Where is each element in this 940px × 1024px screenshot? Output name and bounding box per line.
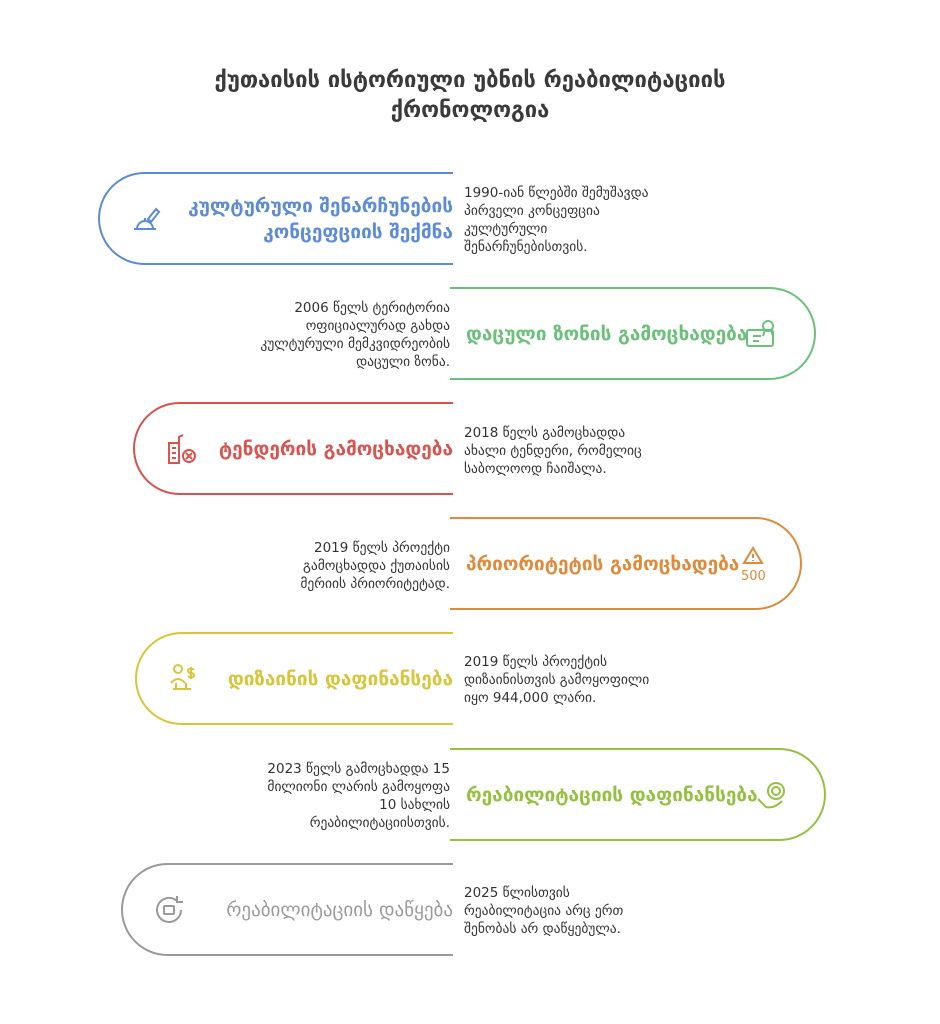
warning-500-icon	[733, 544, 773, 584]
person-money-icon	[163, 659, 203, 699]
step-description: 2018 წელს გამოცხადდა ახალი ტენდერი, რომელიც საბოლოოდ ჩაიშალა.	[464, 425, 642, 477]
step-description: 1990-იან წლებში შემუშავდა პირველი კონცეფცია კულტურული შენარჩუნებისთვის.	[464, 185, 649, 255]
step-label: რეაბილიტაციის დაწყება	[226, 898, 453, 921]
step-description: 2019 წელს პროექტი გამოცხადდა ქუთაისის მერიის პრიორიტეტად.	[300, 540, 450, 592]
step-label: დიზაინის დაფინანსება	[227, 667, 453, 690]
title-line-1: ქუთაისის ისტორიული უბნის რეაბილიტაციის	[214, 68, 726, 93]
restart-icon	[149, 890, 189, 930]
hand-coin-icon	[752, 775, 792, 815]
certificate-icon	[741, 314, 781, 354]
pencil-hardhat-icon	[126, 199, 166, 239]
step-priority	[450, 517, 802, 610]
step-rehab-start	[121, 863, 453, 956]
step-label: ტენდერის გამოცხადება	[218, 437, 453, 460]
cancelled-building-icon	[161, 429, 201, 469]
step-protected-zone	[450, 287, 816, 380]
step-design-funding	[135, 632, 453, 725]
svg-text:500: 500	[741, 568, 767, 584]
step-description: 2006 წელს ტერიტორია ოფიციალურად გახდა კულტურული მემკვიდრეობის დაცული ზონა.	[260, 300, 450, 370]
step-label: კულტურული შენარჩუნების კონცეფციის შექმნა	[188, 194, 453, 243]
step-rehab-funding	[450, 748, 826, 841]
step-description: 2019 წელს პროექტის დიზაინისთვის გამოყოფილი იყო 944,000 ლარი.	[464, 654, 650, 706]
step-label: რეაბილიტაციის დაფინანსება	[466, 783, 758, 806]
step-label: პრიორიტეტის გამოცხადება	[466, 552, 740, 575]
step-culture-concept	[98, 172, 453, 265]
step-tender	[133, 402, 453, 495]
step-description: 2025 წლისთვის რეაბილიტაცია არც ერთ შენობას არ დაწყებულა.	[464, 885, 624, 937]
title-line-2: ქრონოლოგია	[390, 98, 550, 123]
step-label: დაცული ზონის გამოცხადება	[466, 322, 748, 345]
page-title	[0, 66, 940, 126]
step-description: 2023 წელს გამოცხადდა 15 მილიონი ლარის გამოყოფა 10 სახლის რეაბილიტაციისთვის.	[267, 761, 450, 831]
